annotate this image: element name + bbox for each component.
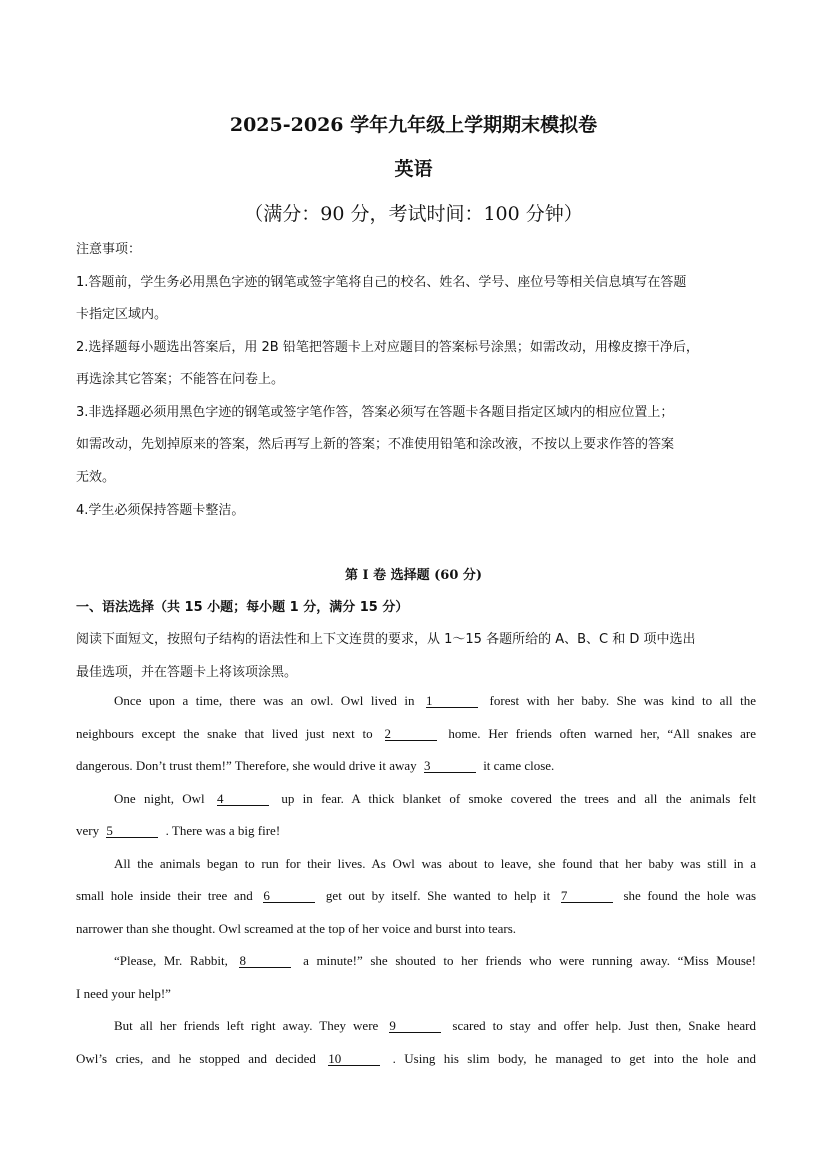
notes-heading: 注意事项： — [76, 242, 142, 257]
passage-line — [114, 953, 756, 969]
passage-text: . There was a big fire! — [165, 823, 281, 838]
instruction-line: 阅读下面短文，按照句子结构的语法性和上下文连贯的要求，从 1～15 各题所给的 A、B、C 和 D 项中选出 — [76, 632, 696, 647]
passage-text: a minute!” she shouted to her friends who were running away. “Miss Mouse! — [303, 953, 756, 968]
passage-text: home. Her friends often warned her, “All snakes are — [448, 726, 757, 741]
exam-title: 2025-2026 学年九年级上学期期末模拟卷 — [229, 114, 598, 136]
passage-text: Once upon a time, there was an owl. Owl lived in — [114, 693, 415, 708]
passage-text: neighbours except the snake that lived just next to — [76, 726, 373, 741]
note-line: 无效。 — [76, 470, 116, 485]
passage-line — [76, 823, 756, 839]
blank-9: 9 — [389, 1019, 441, 1033]
passage-text: forest with her baby. She was kind to all the — [489, 693, 757, 708]
subject-title: 英语 — [394, 158, 433, 180]
passage-text: up in fear. A thick blanket of smoke covered the trees and all the animals felt — [281, 791, 756, 806]
note-line: 再选涂其它答案；不能答在问卷上。 — [76, 372, 285, 387]
blank-5: 5 — [106, 824, 158, 838]
blank-1: 1 — [426, 694, 478, 708]
part-title: 第 I 卷 选择题 (60 分) — [344, 568, 483, 583]
note-line: 卡指定区域内。 — [76, 307, 168, 322]
passage-text: very — [76, 823, 100, 838]
note-line: 3.非选择题必须用黑色字迹的钢笔或签字笔作答，答案必须写在答题卡各题目指定区域内的相应位置上； — [76, 405, 674, 420]
passage-text: dangerous. Don’t trust them!” Therefore, she would drive it away — [76, 758, 417, 773]
blank-7: 7 — [561, 889, 613, 903]
passage-line — [114, 693, 756, 709]
passage-text: get out by itself. She wanted to help it — [325, 888, 551, 903]
passage-line: All the animals began to run for their lives. As Owl was about to leave, she found that her baby was still in a — [114, 856, 756, 871]
passage-text: scared to stay and offer help. Just then, Snake heard — [452, 1018, 756, 1033]
blank-2: 2 — [385, 727, 437, 741]
passage-line — [114, 1018, 756, 1034]
note-line: 1.答题前，学生务必用黑色字迹的钢笔或签字笔将自己的校名、姓名、学号、座位号等相关信息填写在答题 — [76, 275, 687, 290]
passage-line — [76, 888, 756, 904]
note-line: 2.选择题每小题选出答案后，用 2B 铅笔把答题卡上对应题目的答案标号涂黑；如需改动，用橡皮擦干净后， — [76, 340, 699, 355]
section-heading: 一、语法选择（共 15 小题；每小题 1 分，满分 15 分） — [76, 600, 409, 615]
passage-line — [76, 758, 756, 774]
passage-text: Owl’s cries, and he stopped and decided — [76, 1051, 316, 1066]
passage-text: . Using his slim body, he managed to get into the hole and — [392, 1051, 756, 1066]
passage-text: But all her friends left right away. They were — [114, 1018, 379, 1033]
passage-text: it came close. — [483, 758, 555, 773]
blank-6: 6 — [263, 889, 315, 903]
score-info: （满分：90 分，考试时间：100 分钟） — [244, 203, 583, 225]
passage-text: One night, Owl — [114, 791, 205, 806]
passage-text: small hole inside their tree and — [76, 888, 253, 903]
instruction-line: 最佳选项，并在答题卡上将该项涂黑。 — [76, 665, 298, 680]
blank-3: 3 — [424, 759, 476, 773]
passage-line — [76, 726, 756, 742]
passage-line: I need your help!” — [76, 986, 171, 1001]
blank-10: 10 — [328, 1052, 380, 1066]
passage-text: “Please, Mr. Rabbit, — [114, 953, 228, 968]
passage-line: narrower than she thought. Owl screamed at the top of her voice and burst into tears. — [76, 921, 517, 936]
passage-line — [114, 791, 756, 807]
blank-8: 8 — [239, 954, 291, 968]
note-line: 如需改动，先划掉原来的答案，然后再写上新的答案；不准使用铅笔和涂改液，不按以上要求作答的答案 — [76, 437, 675, 452]
passage-line — [76, 1051, 756, 1067]
blank-4: 4 — [217, 792, 269, 806]
note-line: 4.学生必须保持答题卡整洁。 — [76, 503, 245, 518]
passage-text: she found the hole was — [623, 888, 757, 903]
